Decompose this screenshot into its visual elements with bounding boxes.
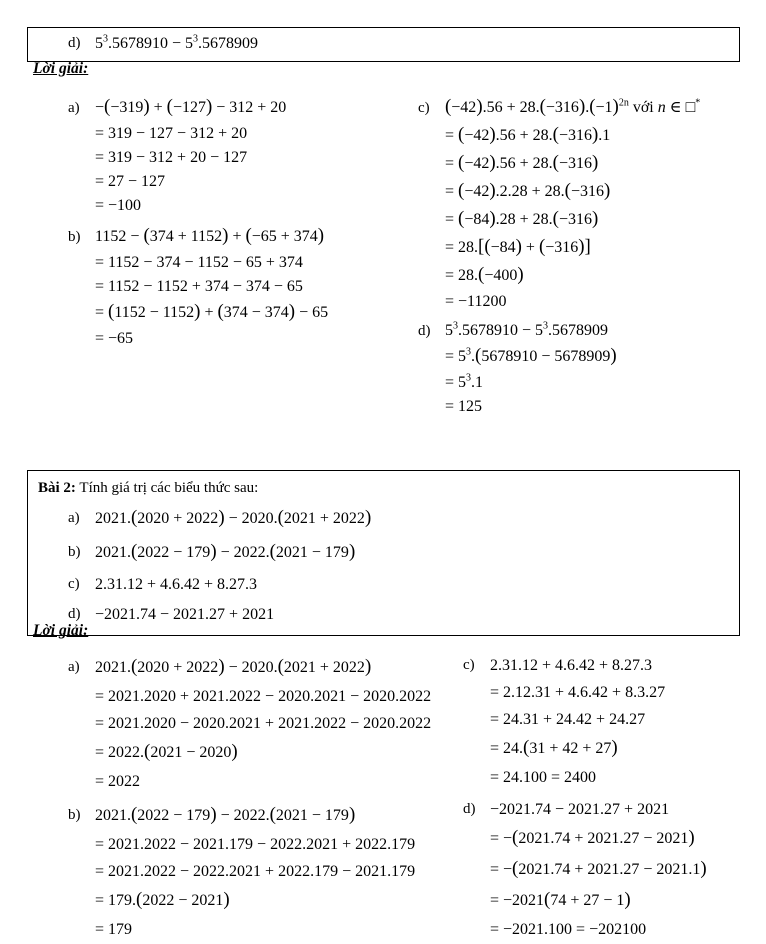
item-expression: 2021.(2020 + 2022) − 2020.(2021 + 2022) bbox=[95, 656, 372, 677]
solution-steps bbox=[68, 122, 418, 218]
item-label: a) bbox=[68, 100, 80, 116]
problem-item bbox=[38, 573, 731, 596]
item-label: c) bbox=[418, 100, 430, 116]
item-expression: −2021.74 − 2021.27 + 2021 bbox=[95, 606, 275, 623]
solution-step: = 24.31 + 24.42 + 24.27 bbox=[490, 711, 646, 728]
solution-item-head bbox=[68, 223, 418, 251]
solution-step: = (1152 − 1152) + (374 − 374) − 65 bbox=[95, 301, 329, 322]
solution-item bbox=[463, 796, 740, 943]
solution-section-1 bbox=[27, 94, 740, 424]
item-label: b) bbox=[68, 807, 81, 823]
solution-step: = 179.(2022 − 2021) bbox=[95, 889, 230, 910]
solution-steps bbox=[463, 679, 740, 791]
solution-item-head bbox=[68, 652, 418, 683]
solution-column-right bbox=[418, 652, 740, 944]
solution-step: = (−42).56 + 28.(−316).1 bbox=[445, 124, 611, 145]
solution-step: = $5^3.(5678910 - 5678909)$ bbox=[445, 345, 617, 366]
item-label: b) bbox=[68, 229, 81, 245]
item-label: d) bbox=[418, 323, 431, 339]
solution-step: = 28.(−400) bbox=[445, 264, 524, 285]
item-label: d) bbox=[68, 35, 81, 51]
item-label: c) bbox=[463, 657, 475, 673]
problem-item bbox=[38, 505, 731, 532]
solution-item bbox=[418, 94, 740, 314]
solution-item bbox=[27, 652, 432, 795]
solution-step: = 1152 − 1152 + 374 − 374 − 65 bbox=[95, 278, 303, 295]
solution-item bbox=[418, 319, 740, 419]
solution-item-head bbox=[418, 94, 740, 122]
problem-item bbox=[38, 539, 731, 566]
solution-column-right bbox=[418, 94, 740, 424]
solution-step: = (−42).56 + 28.(−316) bbox=[445, 152, 599, 173]
item-expression: 2.31.12 + 4.6.42 + 8.27.3 bbox=[490, 657, 653, 674]
solution-item-head bbox=[463, 652, 740, 679]
problem-box-part-d bbox=[27, 27, 740, 62]
solution-step: = 2021.2022 − 2022.2021 + 2022.179 − 2021.179 bbox=[95, 863, 416, 880]
solution-step: = 1152 − 374 − 1152 − 65 + 374 bbox=[95, 254, 303, 271]
item-label: d) bbox=[463, 801, 476, 817]
problem-box-bai-2 bbox=[27, 470, 740, 636]
item-expression: −(−319) + (−127) − 312 + 20 bbox=[95, 96, 287, 117]
solution-step: = −65 bbox=[95, 330, 134, 347]
item-label: d) bbox=[68, 606, 81, 622]
item-expression: −2021.74 − 2021.27 + 2021 bbox=[490, 801, 670, 818]
problem-number-label: Bài 2: bbox=[38, 480, 76, 496]
solution-step: = −2021(74 + 27 − 1) bbox=[490, 889, 631, 910]
solution-step: = 2022.(2021 − 2020) bbox=[95, 741, 238, 762]
solution-column-left bbox=[27, 94, 418, 356]
solution-steps bbox=[68, 831, 418, 943]
problem-title bbox=[38, 478, 731, 498]
solution-step: = 2021.2020 + 2021.2022 − 2020.2021 − 2020.2022 bbox=[95, 688, 432, 705]
item-expression: 2021.(2022 − 179) − 2022.(2021 − 179) bbox=[95, 804, 356, 825]
solution-steps bbox=[68, 251, 418, 351]
solution-item-head bbox=[463, 796, 740, 823]
solution-steps bbox=[463, 823, 740, 943]
solution-step: = −100 bbox=[95, 197, 142, 214]
solution-step: = 2021.2020 − 2020.2021 + 2021.2022 − 2020.2022 bbox=[95, 715, 432, 732]
solution-item-head bbox=[68, 94, 418, 122]
solution-step: = 27 − 127 bbox=[95, 173, 166, 190]
solution-step: = −(2021.74 + 2021.27 − 2021) bbox=[490, 827, 695, 848]
solution-item-head bbox=[68, 800, 418, 831]
solution-step: = (−42).2.28 + 28.(−316) bbox=[445, 180, 611, 201]
solution-item bbox=[463, 652, 740, 791]
solution-item bbox=[27, 800, 418, 943]
solution-step: = 2.12.31 + 4.6.42 + 8.3.27 bbox=[490, 684, 666, 701]
solution-step: = 28.[(−84) + (−316)] bbox=[445, 236, 591, 257]
solution-step: = 179 bbox=[95, 921, 133, 938]
solution-step: = 2021.2022 − 2021.179 − 2022.2021 + 2022.179 bbox=[95, 836, 416, 853]
item-expression: $5^3.5678910 - 5^3.5678909$ bbox=[445, 320, 609, 339]
solution-step: = 319 − 312 + 20 − 127 bbox=[95, 149, 248, 166]
solution-item-head bbox=[418, 319, 740, 343]
solution-step: = −11200 bbox=[445, 293, 507, 310]
solution-step: = −2021.100 = −202100 bbox=[490, 921, 647, 938]
solution-step: = 125 bbox=[445, 398, 483, 415]
solution-step: = (−84).28 + 28.(−316) bbox=[445, 208, 599, 229]
problem-title-text: Tính giá trị các biểu thức sau: bbox=[75, 480, 259, 496]
solution-heading-1: Lời giải: bbox=[33, 60, 89, 77]
solution-steps bbox=[418, 343, 740, 419]
item-label: b) bbox=[68, 544, 81, 560]
problem-item bbox=[38, 603, 731, 626]
solution-steps bbox=[68, 683, 432, 795]
problem-item bbox=[68, 32, 731, 55]
solution-step: = 24.(31 + 42 + 27) bbox=[490, 737, 618, 758]
solution-step: = $5^3.1$ bbox=[445, 372, 484, 391]
solution-item bbox=[27, 94, 418, 218]
item-expression: 2021.(2020 + 2022) − 2020.(2021 + 2022) bbox=[95, 507, 372, 528]
item-label: a) bbox=[68, 510, 80, 526]
solution-heading-2: Lời giải: bbox=[33, 622, 89, 639]
solution-step: = 319 − 127 − 312 + 20 bbox=[95, 125, 248, 142]
problem-items-container bbox=[38, 505, 731, 626]
solution-step: = 24.100 = 2400 bbox=[490, 769, 597, 786]
item-label: a) bbox=[68, 659, 80, 675]
solution-column-left bbox=[27, 652, 432, 944]
item-expression: $5^3.5678910 - 5^3.5678909$ bbox=[95, 33, 259, 52]
problem-items-container bbox=[68, 32, 731, 55]
item-label: c) bbox=[68, 576, 80, 592]
solution-steps bbox=[418, 122, 740, 314]
solution-section-2 bbox=[27, 652, 740, 944]
item-expression: 1152 − (374 + 1152) + (−65 + 374) bbox=[95, 225, 325, 246]
item-expression: $(-42).56 + 28.(-316).(-1)^{2n}$ với n ∈ □* bbox=[445, 96, 701, 117]
item-expression: 2.31.12 + 4.6.42 + 8.27.3 bbox=[95, 576, 258, 593]
item-expression: 2021.(2022 − 179) − 2022.(2021 − 179) bbox=[95, 541, 356, 562]
solution-item bbox=[27, 223, 418, 351]
solution-step: = 2022 bbox=[95, 773, 141, 790]
solution-step: = −(2021.74 + 2021.27 − 2021.1) bbox=[490, 858, 707, 879]
